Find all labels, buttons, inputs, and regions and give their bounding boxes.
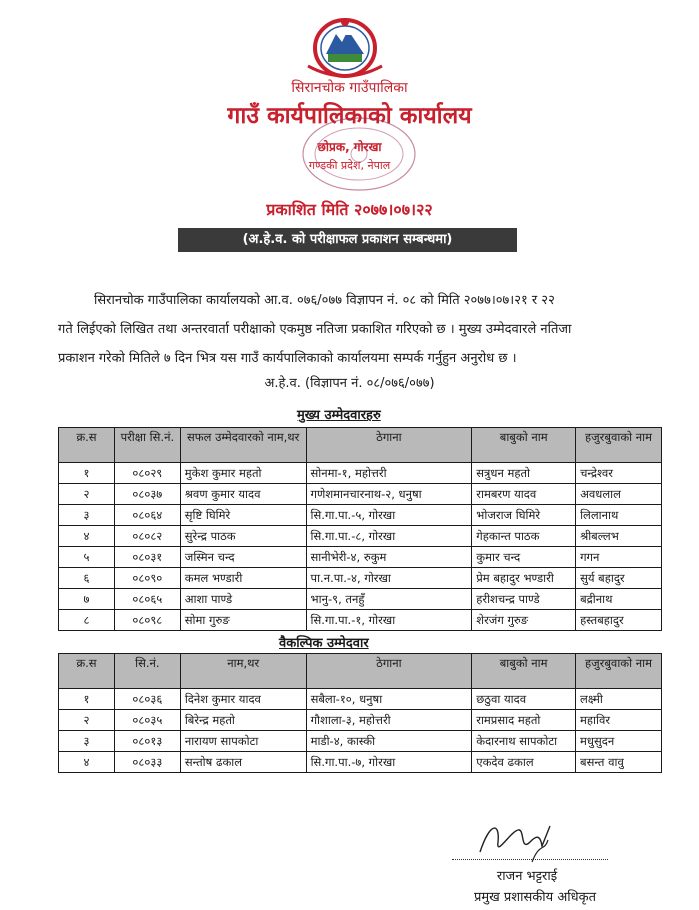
table-cell: ०८०९० <box>114 568 180 589</box>
table-cell: सि.गा.पा.-७, गोरखा <box>306 752 472 773</box>
table-header-row <box>59 654 662 689</box>
table-cell: सुर्य बहादुर <box>576 568 662 589</box>
table-cell: गणेशमानचारनाथ-२, धनुषा <box>306 484 472 505</box>
header-cell: ठेगाना <box>306 428 472 463</box>
header-cell: क्र.स <box>59 428 115 463</box>
table-cell: नारायण सापकोटा <box>180 731 306 752</box>
table-cell: ८ <box>59 610 115 631</box>
table-cell: श्रवण कुमार यादव <box>180 484 306 505</box>
table-cell: दिनेश कुमार यादव <box>180 689 306 710</box>
table-cell: ७ <box>59 589 115 610</box>
table-cell: अवधलाल <box>576 484 662 505</box>
table-cell: ४ <box>59 526 115 547</box>
municipality-name: सिरानचोक गाउँपालिका <box>291 80 408 96</box>
table-cell: बद्रीनाथ <box>576 589 662 610</box>
table-cell: सन्तोष ढकाल <box>180 752 306 773</box>
address-line-1: छोप्रक, गोरखा <box>317 140 382 154</box>
advertisement-reference: अ.हे.व. (विज्ञापन नं. ०८/०७६/०७७) <box>264 376 435 391</box>
header-cell: हजुरबुवाको नाम <box>576 654 662 689</box>
office-title: गाउँ कार्यपालिकाको कार्यालय <box>227 103 472 129</box>
table-row <box>59 610 662 631</box>
table-cell: पा.न.पा.-४, गोरखा <box>306 568 472 589</box>
signer-title: प्रमुख प्रशासकीय अधिकृत <box>473 890 597 905</box>
table-cell: ०८०३१ <box>114 547 180 568</box>
table-cell: प्रेम बहादुर भण्डारी <box>472 568 576 589</box>
table-cell: ०८०९८ <box>114 610 180 631</box>
table-cell: रामबरण यादव <box>472 484 576 505</box>
table-cell: भोजराज घिमिरे <box>472 505 576 526</box>
table-cell: ०८०३७ <box>114 484 180 505</box>
table-cell: छठुवा यादव <box>472 689 576 710</box>
table-cell: मधुसुदन <box>576 731 662 752</box>
nepal-government-emblem-icon <box>296 8 394 82</box>
table-cell: गौशाला-३, महोत्तरी <box>306 710 472 731</box>
office-stamp-icon <box>300 116 418 192</box>
header-cell: हजुरबुवाको नाम <box>576 428 662 463</box>
published-date: प्रकाशित मिति २०७७।०७।२२ <box>266 200 433 219</box>
notice-paragraph <box>58 286 676 373</box>
table-row <box>59 731 662 752</box>
table-cell: सानीभेरी-४, रुकुम <box>306 547 472 568</box>
table-cell: श्रीबल्लभ <box>576 526 662 547</box>
table-row <box>59 689 662 710</box>
table-cell: सुरेन्द्र पाठक <box>180 526 306 547</box>
table-cell: हरीशचन्द्र पाण्डे <box>472 589 576 610</box>
table-cell: सबैला-१०, धनुषा <box>306 689 472 710</box>
table-cell: सि.गा.पा.-८, गोरखा <box>306 526 472 547</box>
header-cell: क्र.स <box>59 654 115 689</box>
table-cell: सृष्टि घिमिरे <box>180 505 306 526</box>
table-cell: ३ <box>59 731 115 752</box>
notice-line: गते लिईएको लिखित तथा अन्तरवार्ता परीक्षाको एकमुष्ठ नतिजा प्रकाशित गरिएको छ । मुख्य उम्मेदवारले नतिजा <box>58 322 572 337</box>
table-cell: बिरेन्द्र महतो <box>180 710 306 731</box>
signer-name: राजन भट्टराई <box>496 869 558 884</box>
notice-line: प्रकाशन गरेको मितिले ७ दिन भित्र यस गाउँ कार्यपालिकाको कार्यालयमा सम्पर्क गर्नुहुन अनुरोध छ । <box>58 351 517 366</box>
table-cell: महाविर <box>576 710 662 731</box>
table-cell: हस्तबहादुर <box>576 610 662 631</box>
header-cell: सफल उम्मेदवारको नाम,थर <box>180 428 306 463</box>
table-cell: १ <box>59 463 115 484</box>
main-candidates-table <box>58 427 662 631</box>
alternate-candidates-table <box>58 653 662 773</box>
table-cell: ०८०६४ <box>114 505 180 526</box>
table-cell: कमल भण्डारी <box>180 568 306 589</box>
table-cell: ६ <box>59 568 115 589</box>
notice-line: सिरानचोक गाउँपालिका कार्यालयको आ.व. ०७६/०७७ विज्ञापन नं. ०८ को मिति २०७७।०७।२१ र २२ <box>94 293 555 308</box>
table-cell: ०८०३३ <box>114 752 180 773</box>
table-row <box>59 568 662 589</box>
main-candidates-title: मुख्य उम्मेदवारहरु <box>297 408 381 423</box>
table-header-row <box>59 428 662 463</box>
table-cell: सि.गा.पा.-१, गोरखा <box>306 610 472 631</box>
table-row <box>59 752 662 773</box>
table-cell: ४ <box>59 752 115 773</box>
table-row <box>59 505 662 526</box>
table-cell: केदारनाथ सापकोटा <box>472 731 576 752</box>
table-cell: २ <box>59 710 115 731</box>
header-cell: बाबुको नाम <box>472 428 576 463</box>
table-cell: १ <box>59 689 115 710</box>
table-cell: भानु-९, तनहुँ <box>306 589 472 610</box>
table-cell: सत्रुधन महतो <box>472 463 576 484</box>
table-cell: ०८०३६ <box>114 689 180 710</box>
table-cell: ०८०३५ <box>114 710 180 731</box>
table-cell: आशा पाण्डे <box>180 589 306 610</box>
table-cell: गेहकान्त पाठक <box>472 526 576 547</box>
table-cell: २ <box>59 484 115 505</box>
table-cell: जस्मिन चन्द <box>180 547 306 568</box>
table-row <box>59 710 662 731</box>
table-cell: रामप्रसाद महतो <box>472 710 576 731</box>
table-row <box>59 547 662 568</box>
table-row <box>59 589 662 610</box>
header-cell: बाबुको नाम <box>472 654 576 689</box>
alternate-candidates-title: वैकल्पिक उम्मेदवार <box>279 636 369 651</box>
header-cell: ठेगाना <box>306 654 472 689</box>
table-cell: मुकेश कुमार महतो <box>180 463 306 484</box>
header-cell: सि.नं. <box>114 654 180 689</box>
header-cell: परीक्षा सि.नं. <box>114 428 180 463</box>
table-cell: ०८०१३ <box>114 731 180 752</box>
table-cell: सि.गा.पा.-५, गोरखा <box>306 505 472 526</box>
table-cell: ०८०२९ <box>114 463 180 484</box>
table-cell: लक्ष्मी <box>576 689 662 710</box>
table-cell: लिलानाथ <box>576 505 662 526</box>
table-cell: ०८०६५ <box>114 589 180 610</box>
table-cell: ३ <box>59 505 115 526</box>
table-cell: सोमा गुरुङ <box>180 610 306 631</box>
table-cell: चन्द्रेश्वर <box>576 463 662 484</box>
table-cell: शेरजंग गुरुङ <box>472 610 576 631</box>
table-cell: बसन्त वावु <box>576 752 662 773</box>
table-row <box>59 463 662 484</box>
table-row <box>59 526 662 547</box>
table-row <box>59 484 662 505</box>
table-cell: सोनमा-१, महोत्तरी <box>306 463 472 484</box>
table-cell: एकदेव ढकाल <box>472 752 576 773</box>
table-cell: कुमार चन्द <box>472 547 576 568</box>
subject-bar: (अ.हे.व. को परीक्षाफल प्रकाशन सम्बन्धमा) <box>178 228 517 252</box>
signature-line <box>452 859 608 860</box>
address-line-2: गण्डकी प्रदेश, नेपाल <box>308 159 391 172</box>
handwritten-signature-icon <box>470 812 590 872</box>
table-cell: माडी-४, कास्की <box>306 731 472 752</box>
table-cell: ०८०८२ <box>114 526 180 547</box>
header-cell: नाम,थर <box>180 654 306 689</box>
table-cell: गगन <box>576 547 662 568</box>
table-cell: ५ <box>59 547 115 568</box>
